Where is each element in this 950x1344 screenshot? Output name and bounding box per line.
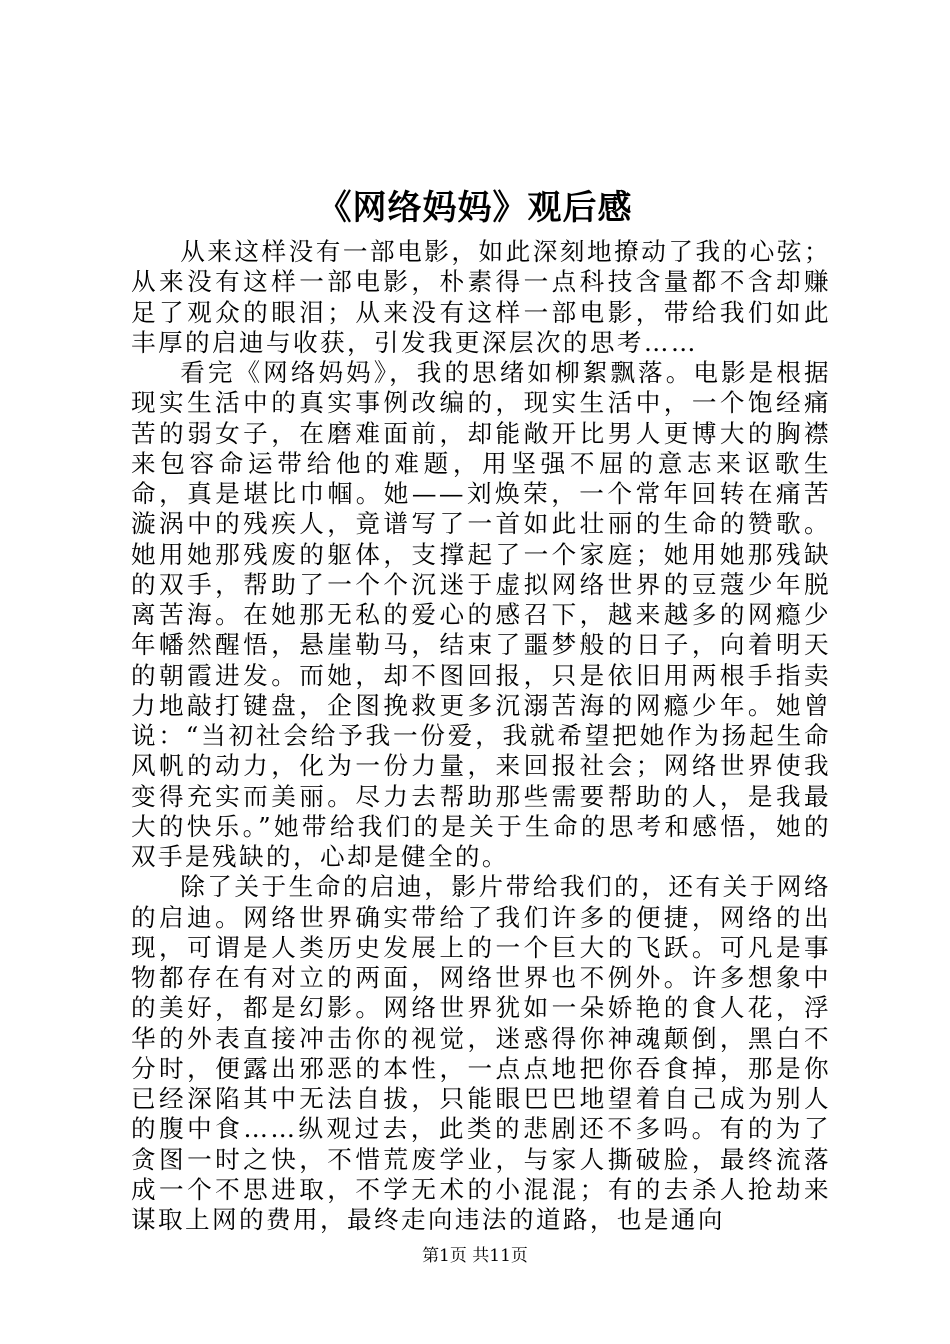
page-footer (0, 1244, 950, 1268)
paragraph-story: 看完《网络妈妈》，我的思绪如柳絮飘落。电影是根据现实生活中的真实事例改编的，现实生活中，一个饱经痛苦的弱女子，在磨难面前，却能敞开比男人更博大的胸襟来包容命运带给他的难题，用坚强不屈的意志来讴歌生命，真是堪比巾帼。她——刘焕荣，一个常年回转在痛苦漩涡中的残疾人，竟谱写了一首如此壮丽的生命的赞歌。她用她那残废的躯体，支撑起了一个家庭；她用她那残缺的双手，帮助了一个个沉迷于虚拟网络世界的豆蔻少年脱离苦海。在她那无私的爱心的感召下，越来越多的网瘾少年幡然醒悟，悬崖勒马，结束了噩梦般的日子，向着明天的朝霞进发。而她，却不图回报，只是依旧用两根手指卖力地敲打键盘，企图挽救更多沉溺苦海的网瘾少年。她曾说：“当初社会给予我一份爱，我就希望把她作为扬起生命风帆的动力，化为一份力量，来回报社会；网络世界使我变得充实而美丽。尽力去帮助那些需要帮助的人，是我最大的快乐。”她带给我们的是关于生命的思考和感悟，她的双手是残缺的，心却是健全的。 (131, 358, 831, 871)
paragraph-internet: 除了关于生命的启迪，影片带给我们的，还有关于网络的启迪。网络世界确实带给了我们许多的便捷，网络的出现，可谓是人类历史发展上的一个巨大的飞跃。可凡是事物都存在有对立的两面，网络世界也不例外。许多想象中的美好，都是幻影。网络世界犹如一朵娇艳的食人花，浮华的外表直接冲击你的视觉，迷惑得你神魂颠倒，黑白不分时，便露出邪恶的本性，一点点地把你吞食掉，那是你已经深陷其中无法自拔，只能眼巴巴地望着自己成为别人的腹中食……纵观过去，此类的悲剧还不多吗。有的为了贪图一时之快，不惜荒废学业，与家人撕破脸，最终流落成一个不思进取，不学无术的小混混；有的去杀人抢劫来谋取上网的费用，最终走向违法的道路，也是通向 (131, 872, 831, 1234)
page-number-label: 第1页 共11页 (422, 1246, 528, 1266)
document-body (131, 237, 831, 1234)
document-title: 《网络妈妈》观后感 (317, 188, 633, 228)
paragraph-intro: 从来这样没有一部电影，如此深刻地撩动了我的心弦；从来没有这样一部电影，朴素得一点科技含量都不含却赚足了观众的眼泪；从来没有这样一部电影，带给我们如此丰厚的启迪与收获，引发我更深层次的思考…… (131, 237, 831, 357)
